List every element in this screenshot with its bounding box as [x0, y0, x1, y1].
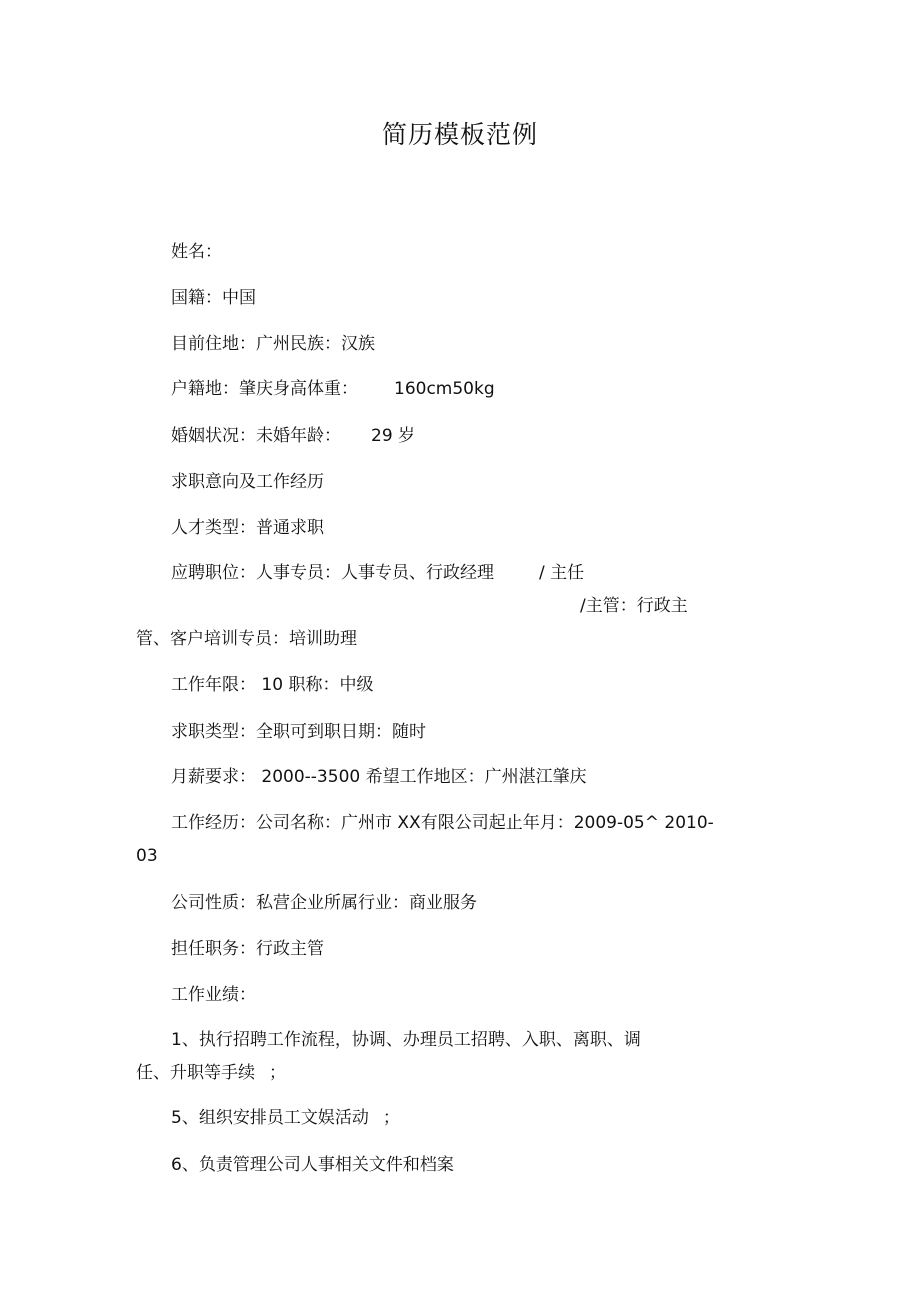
duty-line: 担任职务：行政主管	[171, 939, 324, 959]
achievement-item-5	[171, 1106, 400, 1130]
position-line-wrap: 管、客户培训专员：培训助理	[136, 629, 357, 649]
age-value: 29 岁	[371, 426, 416, 446]
company-nature-line: 公司性质：私营企业所属行业：商业服务	[171, 893, 477, 913]
marital-label: 婚姻状况：未婚年龄：	[171, 426, 341, 446]
achievement-item-5-punct: ；	[382, 1108, 400, 1128]
position-line	[171, 561, 584, 585]
achievement-item-1-wrap	[136, 1061, 286, 1085]
nationality-line: 国籍：中国	[171, 288, 256, 308]
achievements-heading: 工作业绩：	[171, 985, 256, 1005]
page-title: 简历模板范例	[381, 120, 538, 149]
achievement-item-6: 6、负责管理公司人事相关文件和档案	[171, 1155, 454, 1175]
position-label: 应聘职位：人事专员：人事专员、行政经理	[171, 563, 494, 583]
census-label: 户籍地：肇庆身高体重：	[171, 379, 358, 399]
achievement-item-1-punct: ；	[269, 1063, 286, 1083]
position-line-continued: /主管：行政主	[580, 596, 688, 616]
achievement-item-1-text: 任、升职等手续	[136, 1063, 255, 1083]
name-line: 姓名：	[171, 242, 222, 262]
achievement-item-1: 1、执行招聘工作流程，协调、办理员工招聘、入职、离职、调	[171, 1030, 641, 1050]
experience-line: 工作经历：公司名称：广州市 XX有限公司起止年月：2009-05^ 2010-	[171, 813, 714, 833]
height-weight-value: 160cm50kg	[394, 379, 495, 399]
talent-type-line: 人才类型：普通求职	[171, 518, 324, 538]
years-line: 工作年限： 10 职称：中级	[171, 675, 374, 695]
experience-line-wrap: 03	[136, 846, 158, 866]
residence-line: 目前住地：广州民族：汉族	[171, 334, 375, 354]
intent-heading: 求职意向及工作经历	[171, 472, 324, 492]
achievement-item-5-text: 5、组织安排员工文娱活动	[171, 1108, 369, 1128]
position-director: / 主任	[539, 563, 585, 583]
salary-line: 月薪要求： 2000--3500 希望工作地区：广州湛江肇庆	[171, 767, 587, 787]
marital-line	[171, 424, 415, 448]
job-type-line: 求职类型：全职可到职日期：随时	[171, 722, 426, 742]
census-line	[171, 377, 495, 401]
